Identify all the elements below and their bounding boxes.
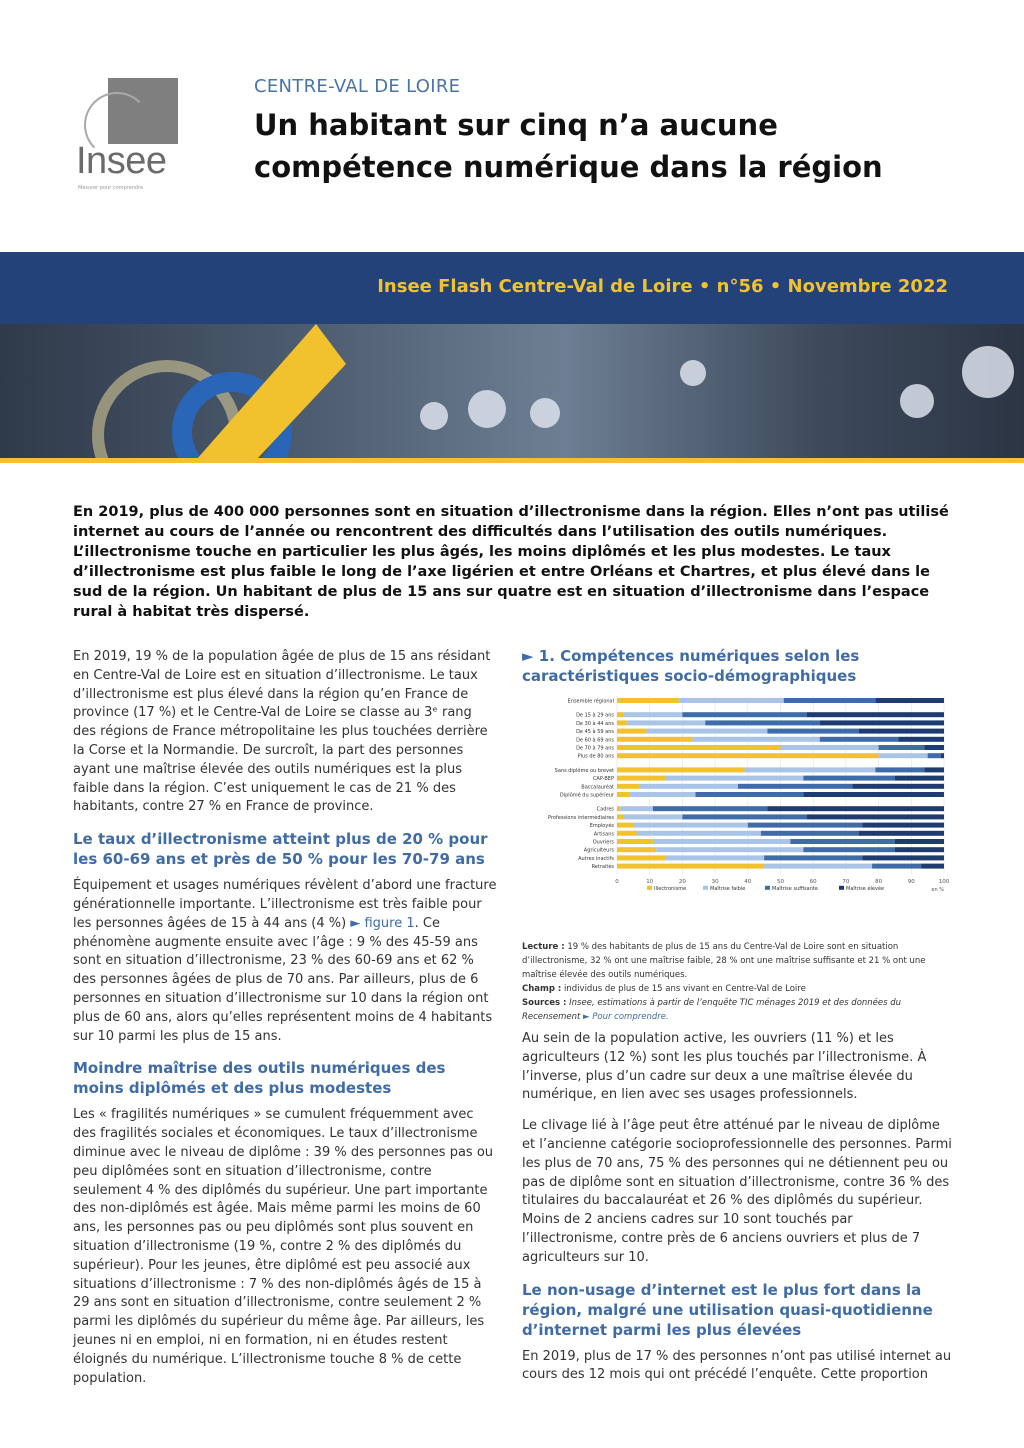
bar-segment [895, 847, 944, 852]
bar-segment [630, 792, 695, 797]
bar-segment [682, 712, 806, 717]
bar-segment [617, 839, 653, 844]
figure-1-link[interactable]: ► figure 1 [350, 915, 415, 931]
category-label: Autres inactifs [578, 855, 614, 862]
bar-segment [872, 864, 921, 869]
body-paragraph [73, 877, 497, 1046]
legend-label: Maîtrise suffisante [772, 885, 818, 892]
bar-segment [666, 776, 803, 781]
yellow-rule [0, 458, 1024, 463]
pour-comprendre-link[interactable]: ► Pour comprendre. [583, 1012, 669, 1022]
x-tick-label: 80 [875, 878, 883, 885]
bar-segment [617, 823, 633, 828]
category-label: Baccalauréat [581, 784, 614, 791]
bar-segment [620, 806, 653, 811]
section-heading: Moindre maîtrise des outils numériques des moins diplômés et des plus modestes [73, 1059, 446, 1098]
bar-segment [617, 729, 646, 734]
bar-segment [859, 729, 944, 734]
note-label: Lecture : [522, 942, 565, 952]
bar-segment [653, 806, 767, 811]
body-paragraph: Les « fragilités numériques » se cumulent fréquemment avec des fragilités sociales et économiques. Le taux d’illectronisme diminue avec le niveau de diplôme : 39 % des personnes pas ou peu diplômées sont en situation d’illectronisme, contre seulement 4 % des diplômés du supérieur. Une part importante des non-diplômés est âgée. Mais même parmi les moins de 60 ans, les personnes pas ou peu diplômés sont plus souvent en situation d’illectronisme (19 %, contre 2 % des diplômés du supérieur). Pour les jeunes, être diplômé est peu associé aux situations d’illectronisme : 7 % des non-diplômés âgés de 15 à 29 ans sont en situation d’illectronisme, contre seulement 2 % parmi les diplômés du supérieur du même âge. Par ailleurs, les jeunes ni en emploi, ni en formation, ni en études restent éloignés du numérique. L’illectronisme touche 8 % de cette population. [73, 1107, 494, 1386]
note-text: 19 % des habitants de plus de 15 ans du Centre-Val de Loire sont en situation d’illectronisme, 32 % ont une maîtrise faible, 28 % ont une maîtrise suffisante et 21 % ont une maîtrise élevée des outils numériques. [522, 942, 926, 980]
bar-segment [617, 745, 781, 750]
bar-segment [924, 745, 944, 750]
body-paragraph: Au sein de la population active, les ouvriers (11 %) et les agriculteurs (12 %) sont les plus touchés par l’illectronisme. À l’inverse, plus d’un cadre sur deux a une maîtrise élevée du numérique, en lien avec ses usages professionnels. [522, 1031, 927, 1103]
note-lecture [522, 940, 952, 982]
category-label: Ensemble régional [567, 698, 614, 705]
logo-wordmark: Insee [76, 140, 167, 182]
bar-segment [941, 753, 944, 758]
bar-segment [859, 831, 944, 836]
bar-segment [617, 855, 666, 860]
legend-swatch [703, 886, 708, 890]
bar-segment [879, 753, 928, 758]
bar-segment [617, 737, 692, 742]
category-label: Artisans [593, 831, 614, 838]
x-tick-label: 60 [809, 878, 817, 885]
category-label: Ouvriers [592, 839, 614, 846]
bar-segment [692, 737, 820, 742]
category-label: De 70 à 79 ans [576, 745, 614, 752]
bar-segment [924, 767, 944, 772]
header-illustration [0, 324, 1024, 460]
bar-segment [748, 823, 862, 828]
bar-segment [656, 847, 803, 852]
note-text: Insee, estimations à partir de l’enquête TIC ménages 2019 et des données du Recensement [522, 998, 902, 1022]
legend-swatch [839, 886, 844, 890]
issue-reference: Insee Flash Centre-Val de Loire • n°56 • Novembre 2022 [377, 276, 948, 297]
bar-segment [761, 831, 859, 836]
bar-segment [862, 855, 944, 860]
bar-segment [879, 745, 925, 750]
figure-title: ► 1. Compétences numériques selon les caractéristiques socio-démographiques [522, 647, 860, 685]
legend-swatch [647, 886, 652, 890]
bar-segment [790, 839, 895, 844]
category-label: De 60 à 69 ans [576, 737, 614, 744]
bar-segment [617, 753, 879, 758]
body-text: . Ce phénomène augmente ensuite avec l’âge : 9 % des 45-59 ans sont en situation d’illectronisme, 23 % des 60-69 ans et 62 % des personnes âgées de plus de 70 ans. Par ailleurs, plus de 6 personnes en situation d’illectronisme sur 10 dans la région ont plus de 60 ans, alors qu’elles représentent moins de 4 habitants sur 10 parmi les plus de 15 ans. [73, 915, 493, 1044]
note-label: Champ : [522, 984, 562, 994]
bar-segment [617, 784, 640, 789]
bar-segment [627, 720, 705, 725]
x-tick-label: 0 [615, 878, 619, 885]
bar-segment [928, 753, 941, 758]
x-axis-unit: en % [931, 886, 944, 893]
figure-notes [522, 940, 952, 1024]
bar-segment [705, 720, 819, 725]
bar-segment [784, 698, 876, 703]
bar-segment [820, 737, 898, 742]
region-label: CENTRE-VAL DE LOIRE [254, 76, 461, 97]
legend-label: Illectronisme [654, 885, 687, 892]
x-tick-label: 50 [777, 878, 784, 885]
x-tick-label: 100 [938, 878, 950, 885]
decorative-dot [900, 384, 934, 418]
note-label: Sources : [522, 998, 567, 1008]
bar-segment [633, 823, 747, 828]
legend-label: Maîtrise faible [710, 885, 746, 892]
category-label: Agriculteurs [583, 847, 614, 854]
x-tick-label: 30 [711, 878, 719, 885]
category-label: Diplômé du supérieur [559, 792, 614, 799]
x-tick-label: 10 [646, 878, 654, 885]
bar-segment [803, 776, 895, 781]
bar-segment [617, 712, 624, 717]
bar-segment [640, 784, 738, 789]
decorative-dot [530, 398, 560, 428]
bar-segment [679, 698, 784, 703]
publication-banner [0, 252, 1024, 324]
bar-segment [624, 814, 683, 819]
bar-segment [875, 767, 924, 772]
body-paragraph: En 2019, 19 % de la population âgée de plus de 15 ans résidant en Centre-Val de Loire est en situation d’illectronisme. Le taux d’illectronisme est plus élevé dans la région qu’en France de province (17 %) et le Centre-Val de Loire se classe au 3ᵉ rang des régions de France métropolitaine les plus touchées derrière la Corse et la Normandie. De surcroît, la part des personnes ayant une maîtrise élevée des outils numériques est la plus faible dans la région. C’est uniquement le cas de 21 % des habitants, contre 27 % en France de province. [73, 649, 491, 815]
bar-segment [653, 839, 790, 844]
stacked-bar-chart [522, 692, 952, 932]
bar-segment [767, 806, 944, 811]
category-label: Employés [589, 823, 614, 830]
bar-segment [767, 729, 859, 734]
category-label: De 30 à 44 ans [576, 720, 614, 727]
page-title: Un habitant sur cinq n’a aucune compétence numérique dans la région [254, 108, 883, 184]
bar-segment [803, 792, 944, 797]
bar-segment [695, 792, 803, 797]
category-label: CAP-BEP [592, 776, 614, 783]
bar-segment [852, 784, 944, 789]
lead-paragraph [73, 502, 951, 622]
note-text: individus de plus de 15 ans vivant en Centre-Val de Loire [561, 984, 806, 994]
bar-segment [682, 814, 806, 819]
bar-segment [895, 839, 944, 844]
bar-segment [862, 823, 944, 828]
decorative-yellow-wedge [196, 324, 396, 460]
category-label: Cadres [596, 806, 614, 813]
decorative-dot [680, 360, 706, 386]
bar-segment [666, 855, 764, 860]
bar-segment [617, 806, 620, 811]
bar-segment [895, 776, 944, 781]
note-champ [522, 982, 952, 996]
bar-segment [807, 712, 944, 717]
decorative-dot [420, 402, 448, 430]
bar-segment [646, 729, 767, 734]
bar-segment [764, 864, 872, 869]
bar-segment [807, 814, 944, 819]
bar-segment [637, 831, 761, 836]
category-label: Plus de 80 ans [577, 753, 614, 760]
bar-segment [617, 864, 764, 869]
right-column [522, 1030, 952, 1397]
body-paragraph: En 2019, plus de 17 % des personnes n’ont pas utilisé internet au cours des 12 mois qui ont précédé l’enquête. Cette proportion [522, 1348, 952, 1383]
x-tick-label: 40 [744, 878, 752, 885]
bar-segment [624, 712, 683, 717]
bar-segment [617, 698, 679, 703]
bar-segment [617, 720, 627, 725]
bar-segment [617, 792, 630, 797]
logo-tagline: Mesurer pour comprendre [78, 185, 144, 191]
legend-swatch [765, 886, 770, 890]
category-label: Professions intermédiaires [548, 814, 614, 821]
bar-segment [617, 814, 624, 819]
section-heading: Le non-usage d’internet est le plus fort dans la région, malgré une utilisation quasi-quotidienne d’internet parmi les plus élevées [522, 1280, 933, 1339]
lead-text: En 2019, plus de 400 000 personnes sont en situation d’illectronisme dans la région. Elles n’ont pas utilisé internet au cours de l’année ou rencontrent des difficultés dans l’utilisation des outils numériques. [73, 504, 949, 540]
bar-segment [617, 847, 656, 852]
bar-segment [875, 698, 944, 703]
note-sources [522, 996, 952, 1024]
bar-segment [803, 847, 895, 852]
bar-segment [745, 767, 876, 772]
category-label: Sans diplôme ou brevet [554, 767, 614, 774]
category-label: De 45 à 59 ans [576, 729, 614, 736]
bar-segment [764, 855, 862, 860]
left-column [73, 648, 497, 1400]
x-tick-label: 70 [842, 878, 850, 885]
decorative-dot [962, 346, 1014, 398]
lead-text: L’illectronisme touche en particulier les plus âgés, les moins diplômés et les plus modestes. Le taux d’illectronisme est plus faible le long de l’axe ligérien et entre Orléans et Chartres, et plus élevé dans le sud de la région. Un habitant de plus de 15 ans sur quatre est en situation d’illectronisme dans l’espace rural à habitat très dispersé. [73, 544, 930, 620]
bar-segment [781, 745, 879, 750]
bar-segment [617, 767, 745, 772]
bar-segment [617, 776, 666, 781]
legend-label: Maîtrise élevée [846, 885, 885, 892]
x-tick-label: 20 [678, 878, 686, 885]
section-heading: Le taux d’illectronisme atteint plus de 20 % pour les 60-69 ans et près de 50 % pour les 70-79 ans [73, 830, 488, 869]
bar-segment [738, 784, 852, 789]
x-tick-label: 90 [907, 878, 915, 885]
category-label: Retraités [591, 864, 614, 871]
bar-segment [898, 737, 944, 742]
body-text: Équipement et usages numériques révèlent d’abord une fracture générationnelle importante. L’illectronisme est très faible pour les personnes âgées de 15 à 44 ans (4 %) [73, 878, 497, 931]
category-label: De 15 à 29 ans [576, 712, 614, 719]
insee-logo [74, 78, 184, 198]
bar-segment [617, 831, 637, 836]
bar-segment [820, 720, 944, 725]
bar-segment [921, 864, 944, 869]
body-paragraph: Le clivage lié à l’âge peut être atténué par le niveau de diplôme et l’ancienne catégorie socioprofessionnelle des personnes. Parmi les plus de 70 ans, 75 % des personnes qui ne détiennent peu ou pas de diplôme sont en situation d’illectronisme, contre 36 % des titulaires du baccalauréat et 26 % des diplômés du supérieur. Moins de 2 anciens cadres sur 10 sont touchés par l’illectronisme, contre près de 6 anciens ouvriers et plus de 7 agriculteurs sur 10. [522, 1118, 952, 1265]
decorative-dot [468, 390, 506, 428]
